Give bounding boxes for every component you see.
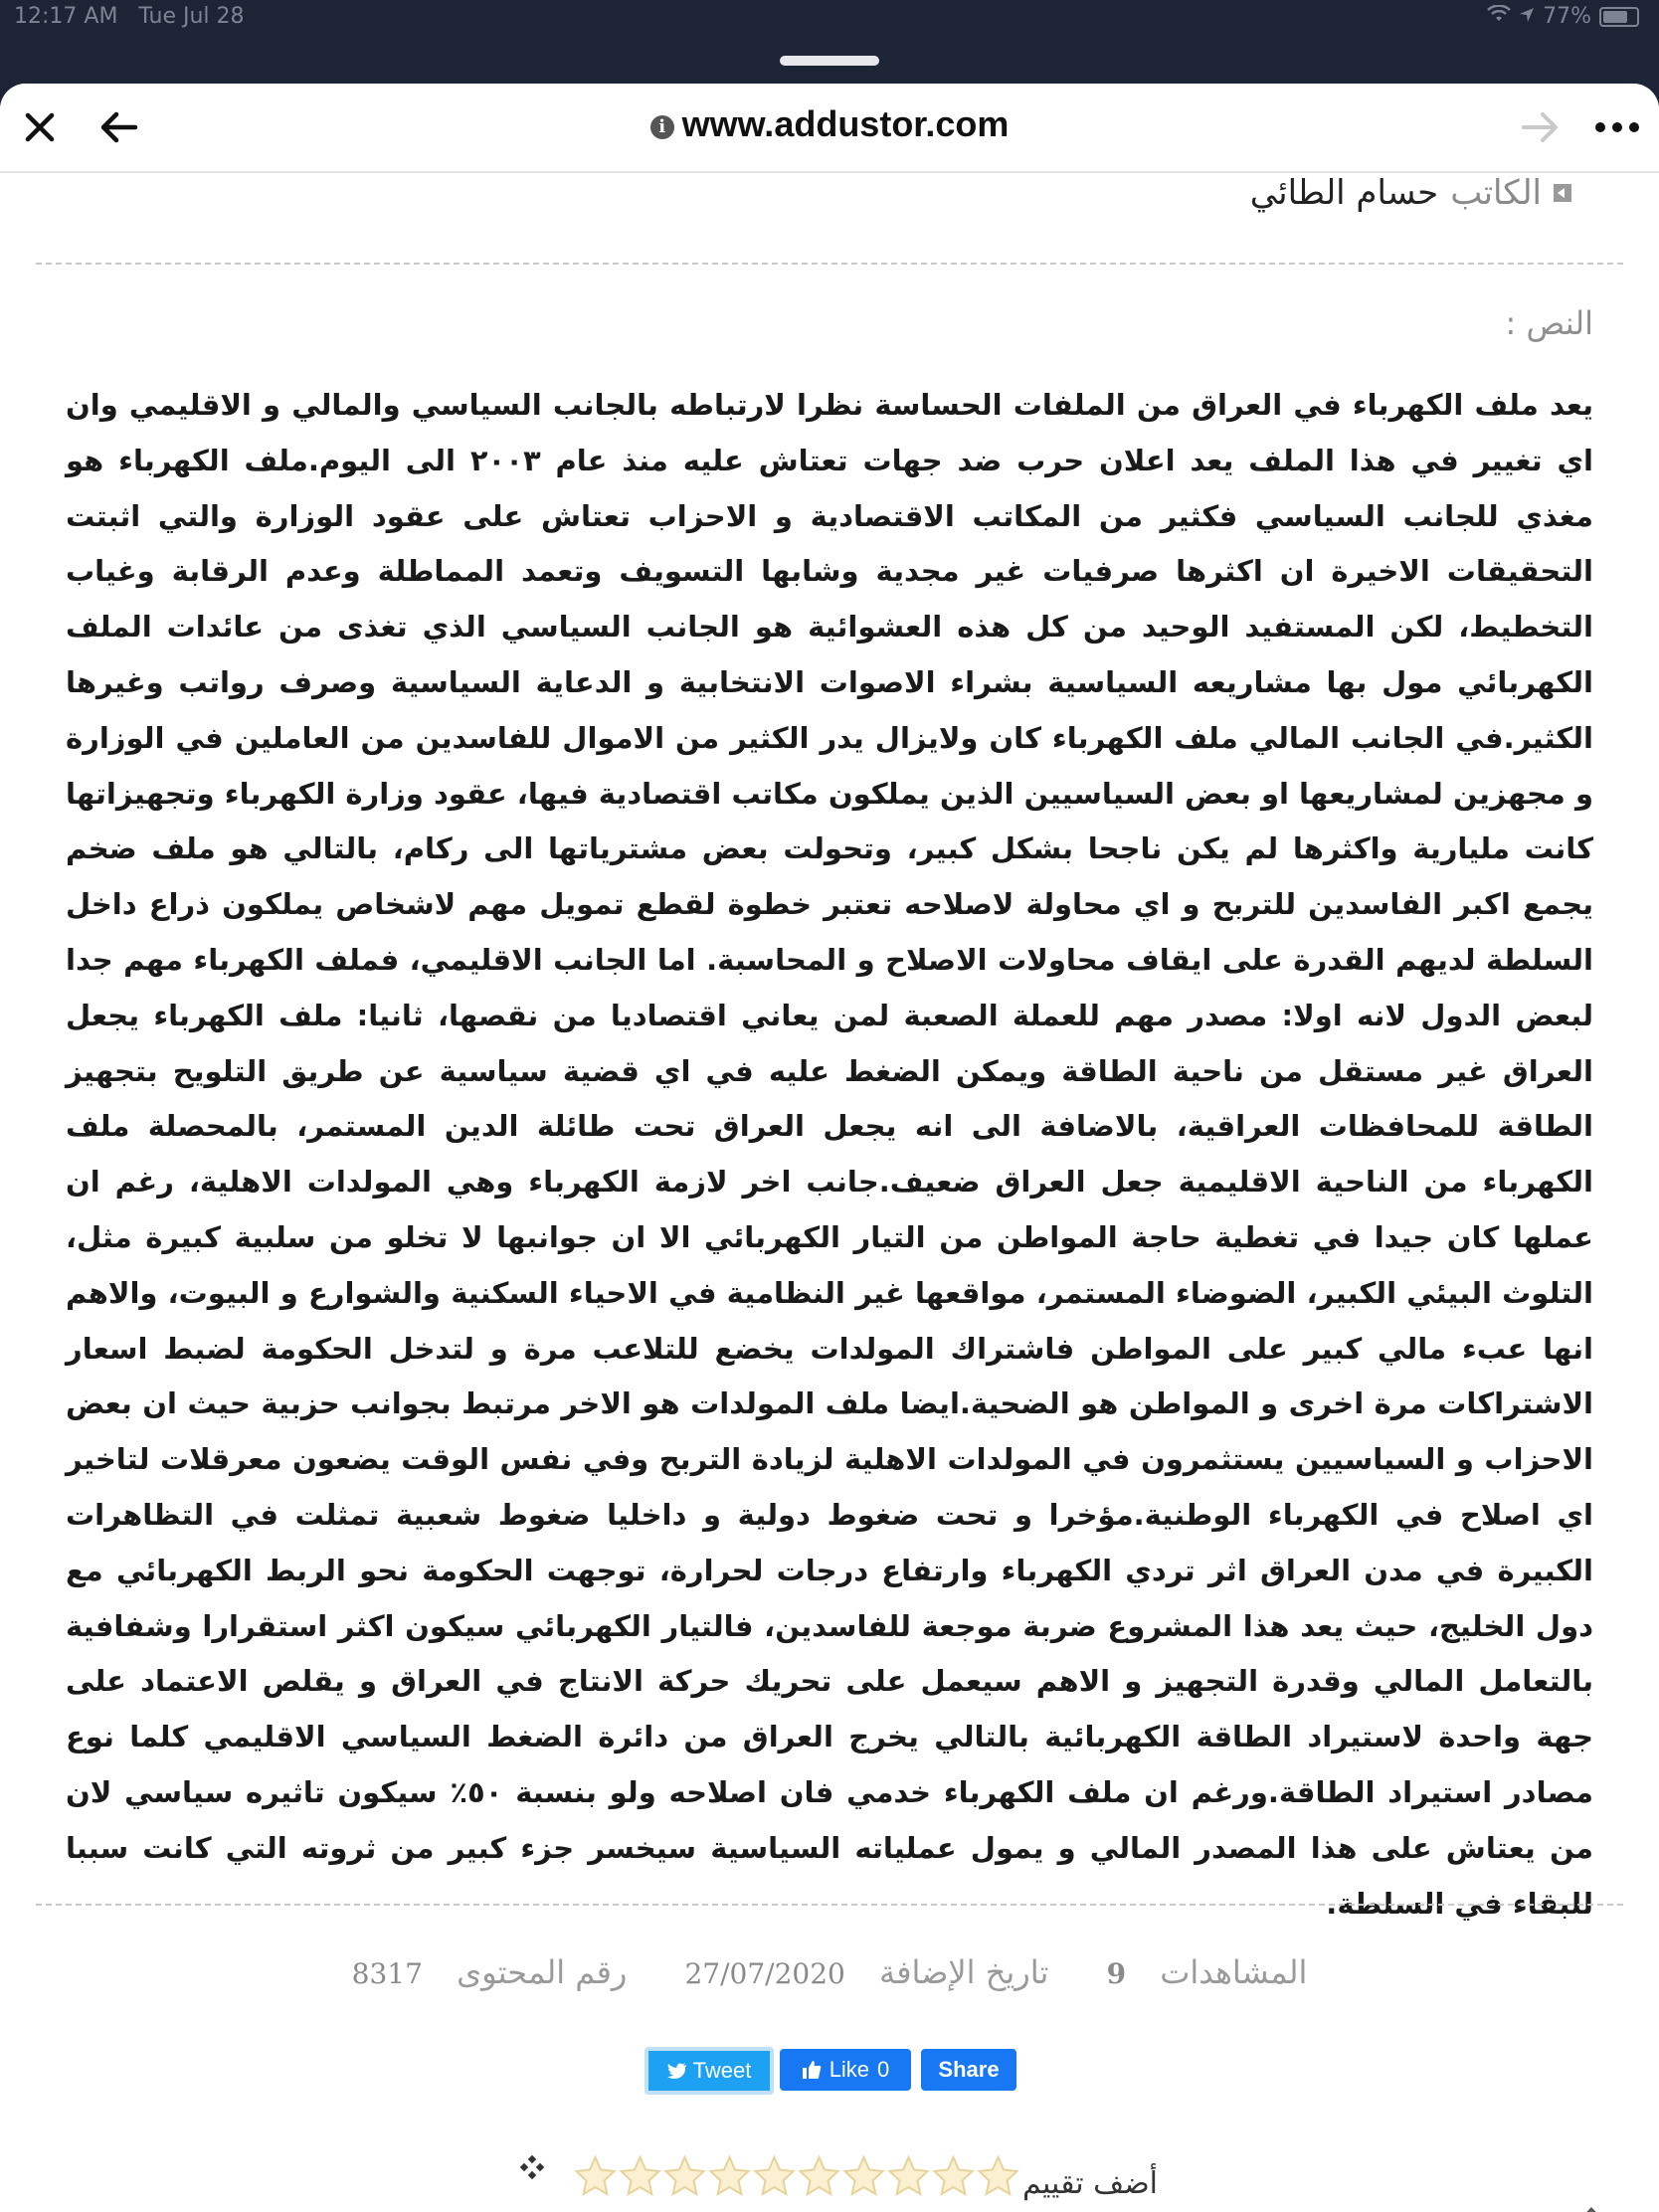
rating-stars [573, 2154, 1020, 2198]
share-row [0, 2047, 1659, 2093]
rating-star-icon[interactable] [752, 2154, 797, 2198]
twitter-bird-icon [667, 2063, 687, 2079]
url-text: www.addustor.com [681, 103, 1010, 144]
author-name[interactable]: حسام الطائي [1249, 173, 1439, 213]
views-value: 9 [1106, 1957, 1127, 1990]
rating-label: أضف تقييم [1022, 2166, 1158, 2201]
author-row [1250, 173, 1571, 213]
info-icon[interactable]: i [650, 115, 674, 139]
browser-sheet [0, 84, 1659, 2212]
status-time-date [14, 4, 245, 29]
date-label: تاريخ الإضافة [879, 1953, 1049, 1991]
status-time: 12:17 AM [14, 4, 118, 29]
divider [36, 1904, 1623, 1906]
tweet-label: Tweet [692, 2058, 752, 2083]
share-label: Share [938, 2057, 1000, 2082]
article-body: يعد ملف الكهرباء في العراق من الملفات الحساسة نظرا لارتباطه بالجانب السياسي والمالي و الاقليمي وان اي تغيير في هذا الملف يعد اعلان حرب ضد جهات تعتاش عليه منذ عام ٢٠٠٣ الى اليوم.ملف الكهرباء هو مغذي للجانب السياسي فكثير من المكاتب الاقتصادية و الاحزاب تعتاش على عقود الوزارة والتي اثبتت التحقيقات الاخيرة ان اكثرها صرفيات غير مجدية وشابها التسويف وتعمد المماطلة وعدم الرقابة وغياب التخطيط، لكن المستفيد الوحيد من كل هذه العشوائية هو الجانب السياسي الذي تغذى من عائدات الملف الكهربائي مول بها مشاريعه السياسية بشراء الاصوات الانتخابية و الدعاية السياسية وصرف رواتب وغيرها الكثير.في الجانب المالي ملف الكهرباء كان ولايزال يدر الكثير من الاموال للفاسدين من العاملين في الوزارة و مجهزين لمشاريعها او بعض السياسيين الذين يملكون مكاتب اقتصادية فيها، عقود وزارة الكهرباء وتجهيزاتها كانت مليارية واكثرها لم يكن ناجحا بشكل كبير، وتحولت بعض مشترياتها الى ركام، بالتالي هو ملف ضخم يجمع اكبر الفاسدين للتربح و اي محاولة لاصلاحه تعتبر خطوة لقطع تمويل مهم لاشخاص يملكون ذراع داخل السلطة لديهم القدرة على ايقاف محاولات الاصلاح و المحاسبة. اما الجانب الاقليمي، فملف الكهرباء مهم جدا لبعض الدول لانه اولا: مصدر مهم للعملة الصعبة لمن يعاني اقتصاديا من نقصها، ثانيا: ملف الكهرباء يجعل العراق غير مستقل من ناحية الطاقة ويمكن الضغط عليه في اي قضية سياسية عن طريق التلويح بتجهيز الطاقة للمحافظات العراقية، بالاضافة الى انه يجعل العراق تحت طائلة الدين المستمر، بالمحصلة ملف الكهرباء من الناحية الاقليمية جعل العراق ضعيف.جانب اخر لازمة الكهرباء وهي المولدات الاهلية، رغم ان عملها كان جيدا في تغطية حاجة المواطن من التيار الكهربائي الا ان جوانبها لا تخلو من سلبية كبيرة مثل، التلوث البيئي الكبير، الضوضاء المستمر، مواقعها غير النظامية في الاحياء السكنية والشوارع و البيوت، والاهم انها عبء مالي كبير على المواطن فاشتراك المولدات يخضع للتلاعب مرة و لتدخل الحكومة لضبط اسعار الاشتراكات مرة اخرى و المواطن هو الضحية.ايضا ملف المولدات هو الاخر مرتبط بجوانب حزبية حيث ان بعض الاحزاب و السياسيين يستثمرون في المولدات الاهلية لزيادة التربح وفي نفس الوقت يضعون معرقلات لتاخير اي اصلاح في الكهرباء الوطنية.مؤخرا و تحت ضغوط دولية و داخليا ضغوط شعبية تمثلت في التظاهرات الكبيرة في مدن العراق اثر تردي الكهرباء وارتفاع درجات لحرارة، توجهت الحكومة نحو الربط الكهربائي مع دول الخليج، حيث يعد هذا المشروع ضربة موجعة للفاسدين، فالتيار الكهربائي سيكون اكثر استقرارا وشفافية بالتعامل المالي وقدرة التجهيز و الاهم سيعمل على تحريك حركة الانتاج في العراق و يقلص الاعتماد على جهة واحدة لاستيراد الطاقة الكهربائية بالتالي يخرج العراق من دائرة الضغط السياسي الاقليمي كلما نوع مصادر استيراد الطاقة.ورغم ان ملف الكهرباء خدمي فان اصلاحه ولو بنسبة ٥٠٪ سيكون تاثيره سياسي لان من يعتاش على هذا المصدر المالي و يمول عملياته السياسية سيخسر جزء كبير من ثروته التي كانت سببا للبقاء في السلطة. [66, 388, 1594, 1921]
meta-row [0, 1953, 1659, 1991]
rating-star-icon[interactable] [797, 2154, 841, 2198]
date-value: 27/07/2020 [684, 1957, 845, 1990]
reset-rating-icon[interactable] [517, 2154, 547, 2184]
author-label: الكاتب [1450, 173, 1542, 213]
tweet-button[interactable] [645, 2047, 774, 2095]
battery-icon [1599, 7, 1639, 27]
forward-button[interactable] [1514, 101, 1566, 153]
content-id-value: 8317 [351, 1957, 423, 1990]
rating-star-icon[interactable] [707, 2154, 752, 2198]
text-label: النص : [1505, 304, 1593, 342]
like-count: 0 [877, 2057, 890, 2082]
scroll-to-top-icon[interactable] [1562, 2204, 1621, 2212]
thumbs-up-icon [802, 2060, 822, 2080]
rating-star-icon[interactable] [618, 2154, 662, 2198]
more-button[interactable] [1591, 101, 1643, 153]
facebook-share-button[interactable] [921, 2049, 1016, 2091]
views-meta [1095, 1953, 1320, 1991]
rating-star-icon[interactable] [662, 2154, 707, 2198]
rating-star-icon[interactable] [931, 2154, 976, 2198]
rating-star-icon[interactable] [573, 2154, 618, 2198]
divider [36, 263, 1623, 265]
rating-star-icon[interactable] [886, 2154, 931, 2198]
browser-navbar [0, 84, 1659, 173]
sheet-grabber[interactable] [780, 56, 879, 66]
like-label: Like [829, 2057, 870, 2082]
rating-star-icon[interactable] [841, 2154, 886, 2198]
address-bar[interactable] [0, 103, 1659, 145]
status-bar [0, 0, 1659, 84]
date-meta [672, 1953, 1060, 1991]
status-date: Tue Jul 28 [138, 4, 245, 29]
content-id-meta [340, 1953, 640, 1991]
battery-percent: 77% [1543, 4, 1591, 29]
views-label: المشاهدات [1160, 1953, 1308, 1991]
arrow-right-icon [1520, 110, 1560, 144]
bullet-arrow-icon [1554, 184, 1571, 202]
location-icon [1519, 4, 1535, 29]
facebook-like-button[interactable] [780, 2049, 911, 2091]
status-indicators [1487, 4, 1639, 29]
more-icon [1594, 121, 1640, 133]
wifi-icon [1487, 4, 1511, 29]
rating-row [0, 2152, 1659, 2212]
content-id-label: رقم المحتوى [457, 1953, 628, 1991]
rating-star-icon[interactable] [976, 2154, 1020, 2198]
